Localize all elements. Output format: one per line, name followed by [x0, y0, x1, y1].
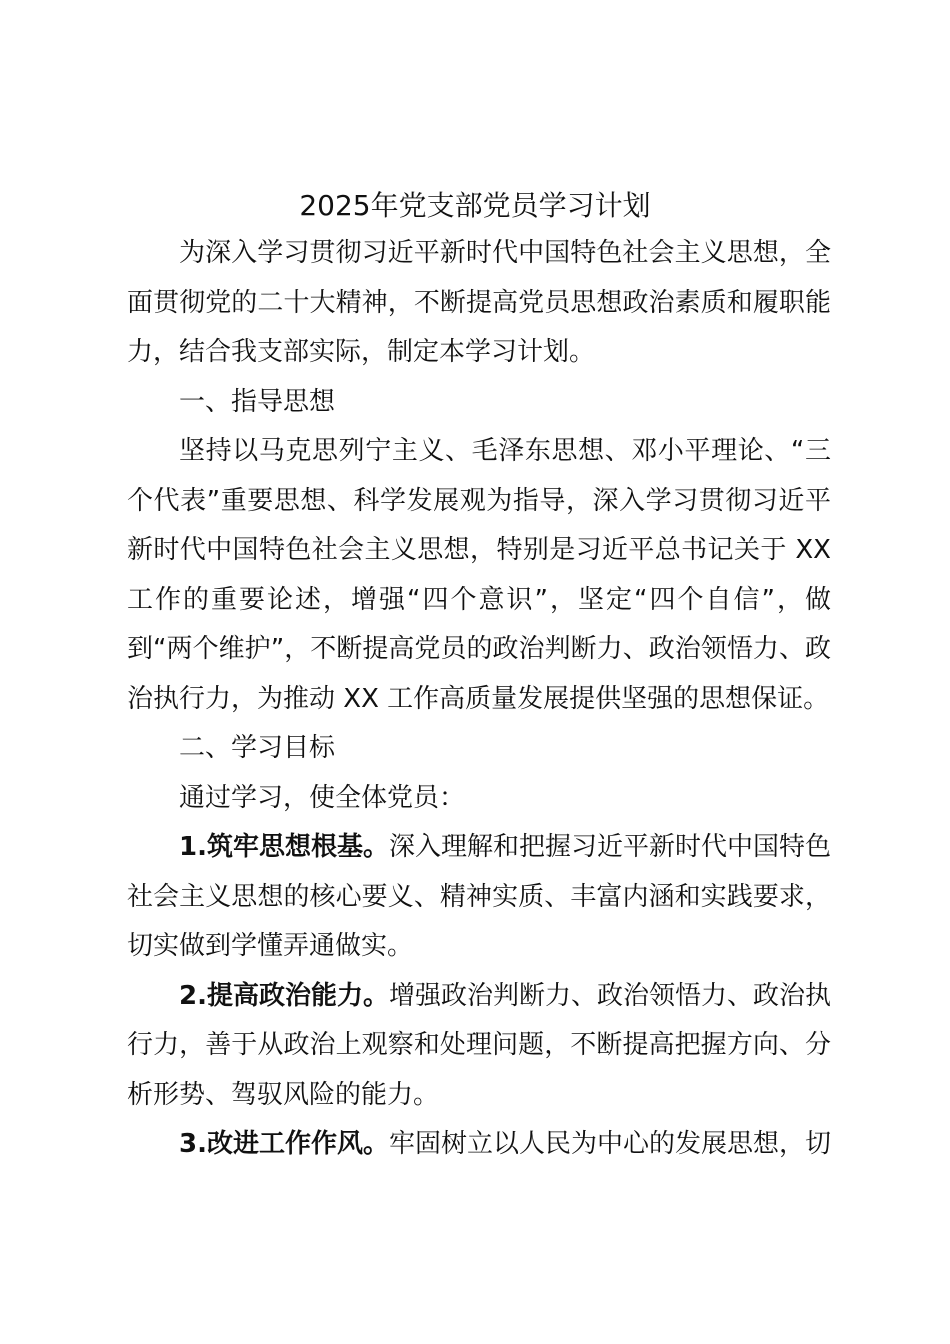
section-heading-learning-goals: 二、学习目标 [179, 733, 336, 763]
document-title: 2025年党支部党员学习计划 [299, 189, 651, 222]
goal-item-3 [127, 1120, 831, 1170]
goal-item-2-lead: 2.提高政治能力。 [179, 980, 389, 1011]
document-body [127, 229, 831, 1170]
goal-item-1 [127, 823, 831, 972]
goal-item-3-lead: 3.改进工作作风。 [179, 1129, 389, 1159]
intro-paragraph: 为深入学习贯彻习近平新时代中国特色社会主义思想，全面贯彻党的二十大精神，不断提高党员思想政治素质和履职能力，结合我支部实际，制定本学习计划。 [127, 238, 831, 367]
guiding-ideology-paragraph: 坚持以马克思列宁主义、毛泽东思想、邓小平理论、“三个代表”重要思想、科学发展观为指导，深入学习贯彻习近平新时代中国特色社会主义思想，特别是习近平总书记关于 XX 工作的重要论述，增强“四个意识”，坚定“四个自信”，做到“两个维护”，不断提高党员的政治判断力、政治领悟力、政治执行力，为推动 XX 工作高质量发展提供坚强的思想保证。 [127, 436, 831, 714]
goal-item-3-text: 牢固树立以人民为中心的发展思想，切 [388, 1129, 831, 1159]
goal-item-1-text: 深入理解和把握习近平新时代中国特色社会主义思想的核心要义、精神实质、丰富内涵和实践要求，切实做到学懂弄通做实。 [127, 832, 831, 961]
section-heading-guiding-ideology: 一、指导思想 [179, 386, 336, 417]
goal-item-1-lead: 1.筑牢思想根基。 [179, 832, 389, 862]
learning-goals-lead-in: 通过学习，使全体党员： [179, 782, 466, 813]
goal-item-2 [127, 972, 831, 1121]
goal-item-2-text: 增强政治判断力、政治领悟力、政治执行力，善于从政治上观察和处理问题，不断提高把握方向、分析形势、驾驭风险的能力。 [127, 980, 831, 1110]
